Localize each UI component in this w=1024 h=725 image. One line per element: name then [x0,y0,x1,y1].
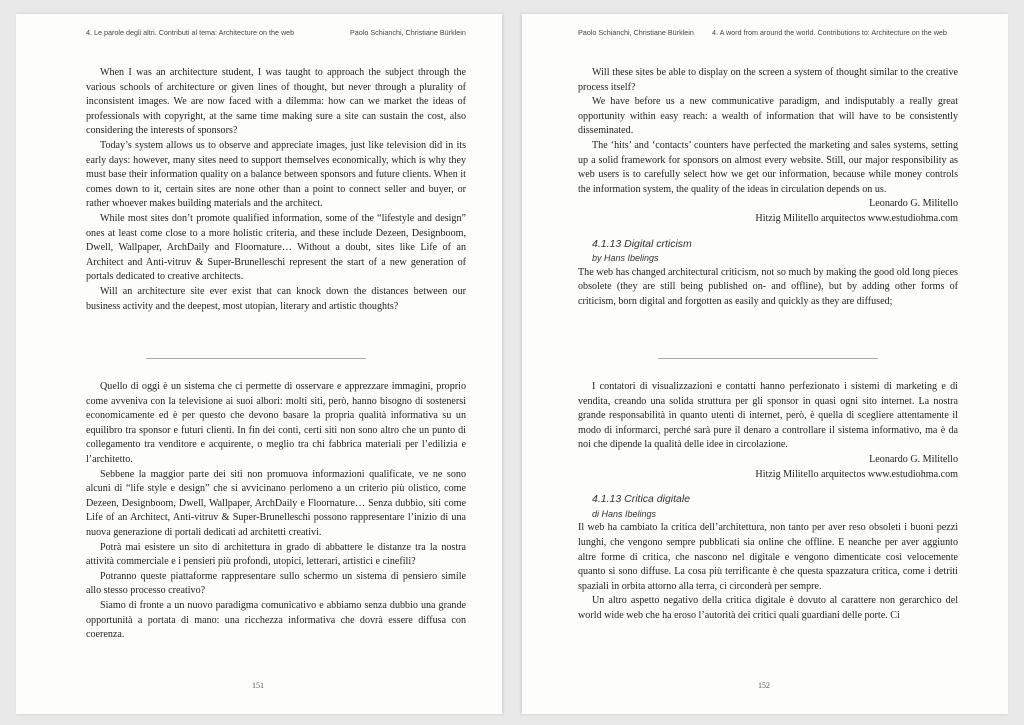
running-header-authors: Paolo Schianchi, Christiane Bürklein [578,28,694,37]
section-title-en: 4.1.13 Digital crticism [592,237,692,250]
section-divider [658,358,878,359]
italian-text-block [578,380,958,624]
paragraph: While most sites don’t promote qualified information, some of the “lifestyle and design” ones at least come close to a more holistic criteria, and these include Dezeen, Designboom, Dwell, Wallpaper, ArchDaily and Floornature… Without a doubt, sites like Life of an Architect and Anti-vitruv & Super-Brunelleschi represent the start of a new generation of portals dedicated to creative architects. [86,212,466,283]
signature-name: Leonardo G. Militello [869,198,958,210]
paragraph: Potranno queste piattaforme rappresentare sullo schermo un sistema di pensiero simile allo stesso processo creativo? [86,570,466,597]
section-author-it: di Hans Ibelings [592,508,657,519]
left-page [16,14,502,714]
paragraph: The ‘hits’ and ‘contacts’ counters have perfected the marketing and sales systems, setting up a solid framework for sponsors on almost every website. Still, our major responsibility as web users is to carefully select how we get our information, because while money controls the information system, the quality of the ideas in circulation depends on us. [578,139,958,195]
paragraph: Sebbene la maggior parte dei siti non promuova informazioni qualificate, ve ne sono alcuni di “life style e design” che si avvicinano perlomeno a un criterio più olistico, come Dezeen, Designboom, Dwell, Wallpaper, ArchDaily e Floornature… Senza dubbio, siti come Life of an Architect, Anti-vitruv & Super-Brunelleschi possono rappresentare l’inizio di una nuova generazione di portali dedicati ad architetti creativi. [86,468,466,538]
right-page [522,14,1008,714]
paragraph: Quello di oggi è un sistema che ci permette di osservare e apprezzare immagini, proprio come avveniva con la televisione ai suoi albori: molti siti, però, hanno bisogno di sostenersi economicamente ed è per questo che devono basare la propria qualità informativa su un equilibro tra sponsor e futuri clienti. In fin dei conti, certi siti non sono altro che un punto di collegamento tra venditore e acquirente, o meglio tra chi fabbrica materiali per l’edilizia e l’architetto. [86,381,466,465]
section-author-en: by Hans Ibelings [592,253,659,264]
section-divider [146,358,366,359]
paragraph: We have before us a new communicative paradigm, and indisputably a really great opportunity within easy reach: a wealth of information that will have to be consistently disseminated. [578,96,958,137]
paragraph: When I was an architecture student, I was taught to approach the subject through the various schools of architecture or given lines of thought, but never through a plurality of inconsistent images. We are now faced with a dilemma: how can we market the ideas of professionals with copyright, at the same time making sure a site can sustain the cost, also considering the interests of sponsors? [86,67,466,137]
running-header-authors: Paolo Schianchi, Christiane Bürklein [350,28,466,37]
italian-text-block [86,380,466,643]
paragraph: I contatori di visualizzazioni e contatti hanno perfezionato i sistemi di marketing e di vendita, creando una solida struttura per gli sponsor in quasi ogni sito internet. La nostra grande responsabilità in quanto utenti di internet, però, è quella di scegliere attentamente il modo di informarci, perché sarà pure il denaro a controllare il sistema informativo, ma è da noi che dipende la qualità delle idee in circolazione. [578,381,958,451]
page-number: 151 [252,681,264,690]
paragraph: Will an architecture site ever exist that can knock down the distances between our business activity and the deepest, most utopian, literary and artistic thoughts? [86,285,466,312]
signature-affiliation: Hitzig Militello arquitectos www.estudiohma.com [755,468,958,480]
signature-affiliation: Hitzig Militello arquitectos www.estudiohma.com [755,212,958,224]
signature-name: Leonardo G. Militello [869,453,958,465]
running-header-left: 4. Le parole degli altri. Contributi al tema: Architecture on the web [86,28,295,37]
running-header-right: 4. A word from around the world. Contributions to: Architecture on the web [712,28,947,37]
paragraph: The web has changed architectural criticism, not so much by making the good old long pieces obsolete (they are still being published on- and offline), but by adding other forms of criticism, born digital and forgotten as easily and quickly as they are diffused; [578,266,958,307]
paragraph: Today’s system allows us to observe and appreciate images, just like television did in its early days: however, many sites need to support themselves economically, which is why they must base their information quality on a balance between sponsors and future clients. When it comes down to it, certain sites are none other than a point to connect seller and buyer, or rather whoever makes building materials and the architect. [86,139,466,210]
paragraph: Will these sites be able to display on the screen a system of thought similar to the creative process itself? [578,67,958,93]
paragraph: Potrà mai esistere un sito di architettura in grado di abbattere le distanze tra la nostra attività commerciale e i pensieri più profondi, utopici, letterari, artistici e cinefili? [86,541,466,568]
page-number: 152 [758,681,770,690]
section-title-it: 4.1.13 Critica digitale [592,493,691,506]
paragraph: Un altro aspetto negativo della critica digitale è dovuto al carattere non gerarchico del world wide web che ha eroso l’autorità dei critici quali guardiani delle porte. Ci [578,595,958,621]
paragraph: Siamo di fronte a un nuovo paradigma comunicativo e abbiamo senza dubbio una grande opportunità a portata di mano: una ricchezza informativa che dovrà essere diffusa con coerenza. [86,599,466,641]
english-text-block [86,66,466,314]
english-text-block [578,66,958,310]
paragraph: Il web ha cambiato la critica dell’architettura, non tanto per aver reso obsoleti i buoni pezzi lunghi, che vengono sempre pubblicati sia online che offline. E neanche per aver aggiunto altre forme di critica, che nascono nel digitale e vengono dimenticate così velocemente quanto si sono diffuse. La cosa più terrificante è che questa spazzatura critica, come i detriti spaziali in orbita attorno alla terra, ci circonderà per sempre. [578,522,958,592]
